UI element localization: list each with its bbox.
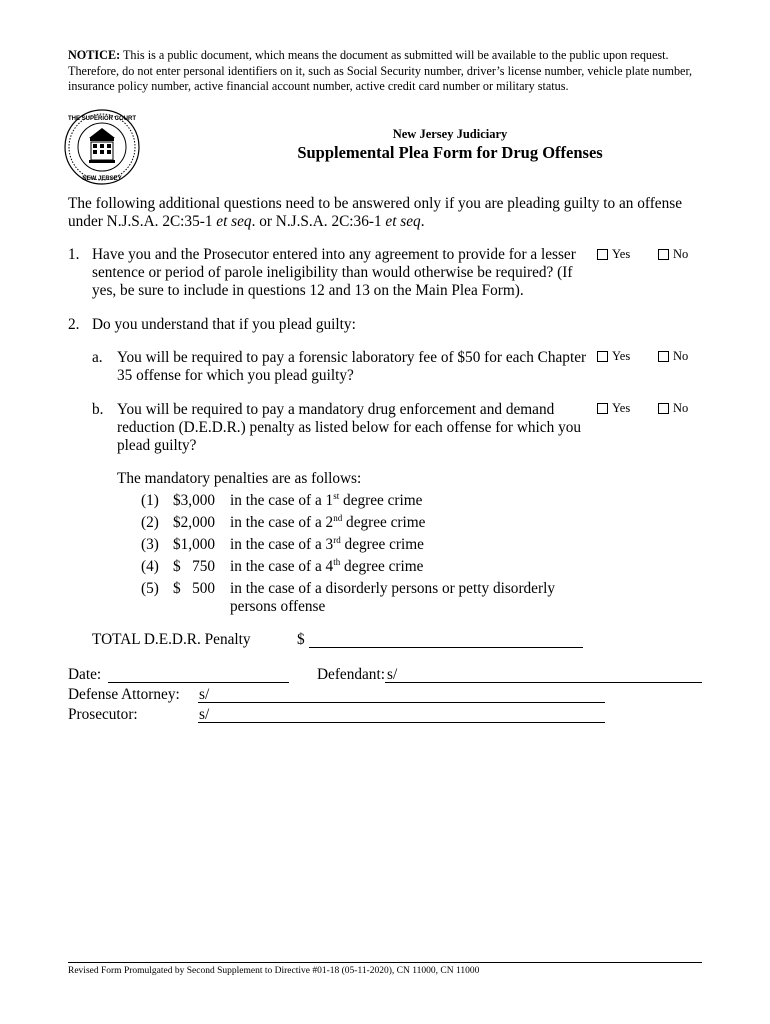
defendant-signature-field[interactable] <box>385 682 702 683</box>
prosecutor-label: Prosecutor: <box>68 706 138 723</box>
intro-text: . or N.J.S.A. 2C:36-1 <box>251 213 386 230</box>
q2b-no-checkbox[interactable] <box>658 403 669 414</box>
defense-attorney-label: Defense Attorney: <box>68 686 180 703</box>
q2b-yes-checkbox[interactable] <box>597 403 608 414</box>
defendant-signature-value: s/ <box>387 666 398 683</box>
q2b-yes-option[interactable] <box>597 401 630 416</box>
q2a-yes-option[interactable] <box>597 349 630 364</box>
penalty-amount: $3,000 <box>173 492 216 509</box>
question-2-text: Do you understand that if you plead guilty: <box>92 316 356 333</box>
penalty-amount: $ 500 <box>173 580 216 597</box>
question-2b-text: You will be required to pay a mandatory drug enforcement and demand reduction (D.E.D.R.) penalty as listed below for each offense for which you plead guilty? <box>117 401 582 454</box>
footer-text: Revised Form Promulgated by Second Supplement to Directive #01-18 (05-11-2020), CN 11000, CN 11000 <box>68 966 480 976</box>
q2a-no-checkbox[interactable] <box>658 351 669 362</box>
q1-no-option[interactable] <box>658 247 688 262</box>
defense-attorney-signature-field[interactable] <box>198 702 605 703</box>
judiciary-seal-logo <box>63 108 141 186</box>
question-1-text: Have you and the Prosecutor entered into any agreement to provide for a lesser sentence or period of parole ineligibility than would otherwise be required? (If yes, be sure to include in questions 12 and 13 on the Main Plea Form). <box>92 246 576 299</box>
question-2a-text: You will be required to pay a forensic laboratory fee of $50 for each Chapter 35 offense for which you plead guilty? <box>117 349 587 384</box>
penalty-number: (3) <box>141 536 159 553</box>
organization-name: New Jersey Judiciary <box>392 127 508 141</box>
penalty-amount: $2,000 <box>173 514 216 531</box>
q2a-yes-checkbox[interactable] <box>597 351 608 362</box>
svg-text:THE SUPERIOR COURT: THE SUPERIOR COURT <box>67 116 137 122</box>
total-currency-symbol: $ <box>297 631 305 648</box>
q1-yes-option[interactable] <box>597 247 630 262</box>
defense-attorney-signature-value: s/ <box>199 686 210 703</box>
question-2a-number: a. <box>92 349 103 366</box>
question-2-number: 2. <box>68 316 80 333</box>
form-title: Supplemental Plea Form for Drug Offenses <box>297 143 603 162</box>
intro-paragraph <box>68 195 698 231</box>
no-label: No <box>673 401 689 415</box>
penalty-description: in the case of a 2nd degree crime <box>230 512 426 531</box>
penalties-heading: The mandatory penalties are as follows: <box>117 470 362 487</box>
intro-text: The following additional questions need to be answered only if you are pleading guilty to an offense under N.J.S.A. 2C:35-1 <box>68 195 682 230</box>
penalty-number: (4) <box>141 558 159 575</box>
yes-label: Yes <box>612 247 631 261</box>
q2b-no-option[interactable] <box>658 401 688 416</box>
yes-label: Yes <box>612 401 631 415</box>
penalty-description: in the case of a 1st degree crime <box>230 490 423 509</box>
prosecutor-signature-field[interactable] <box>198 722 605 723</box>
prosecutor-signature-value: s/ <box>199 706 210 723</box>
penalty-description: in the case of a disorderly persons or petty disorderly persons offense <box>230 580 555 615</box>
intro-italic: et seq <box>216 213 252 230</box>
defendant-label: Defendant: <box>317 666 385 683</box>
penalty-number: (5) <box>141 580 159 597</box>
notice-label: NOTICE: <box>68 48 121 62</box>
public-notice <box>68 48 708 95</box>
intro-italic: et seq <box>385 213 421 230</box>
intro-text: . <box>420 213 425 230</box>
no-label: No <box>673 247 689 261</box>
q1-yes-checkbox[interactable] <box>597 249 608 260</box>
svg-text:NEW JERSEY: NEW JERSEY <box>82 176 122 182</box>
footer-divider <box>68 962 702 963</box>
q2a-no-option[interactable] <box>658 349 688 364</box>
penalty-amount: $ 750 <box>173 558 216 575</box>
penalty-number: (1) <box>141 492 159 509</box>
date-label: Date: <box>68 666 102 683</box>
penalty-description: in the case of a 4th degree crime <box>230 556 424 575</box>
yes-label: Yes <box>612 349 631 363</box>
total-penalty-field[interactable] <box>309 647 583 648</box>
question-1-number: 1. <box>68 246 80 263</box>
total-penalty-label: TOTAL D.E.D.R. Penalty <box>92 631 251 648</box>
date-field[interactable] <box>108 682 289 683</box>
penalty-description: in the case of a 3rd degree crime <box>230 534 424 553</box>
notice-text: This is a public document, which means the document as submitted will be available to the public upon request. Therefore, do not enter personal identifiers on it, such as Social Security number, driver’s license number, vehicle plate number, insurance policy number, active financial account number, active credit card number or military status. <box>68 48 693 94</box>
no-label: No <box>673 349 689 363</box>
q1-no-checkbox[interactable] <box>658 249 669 260</box>
question-2b-number: b. <box>92 401 104 418</box>
penalty-amount: $1,000 <box>173 536 216 553</box>
penalty-number: (2) <box>141 514 159 531</box>
